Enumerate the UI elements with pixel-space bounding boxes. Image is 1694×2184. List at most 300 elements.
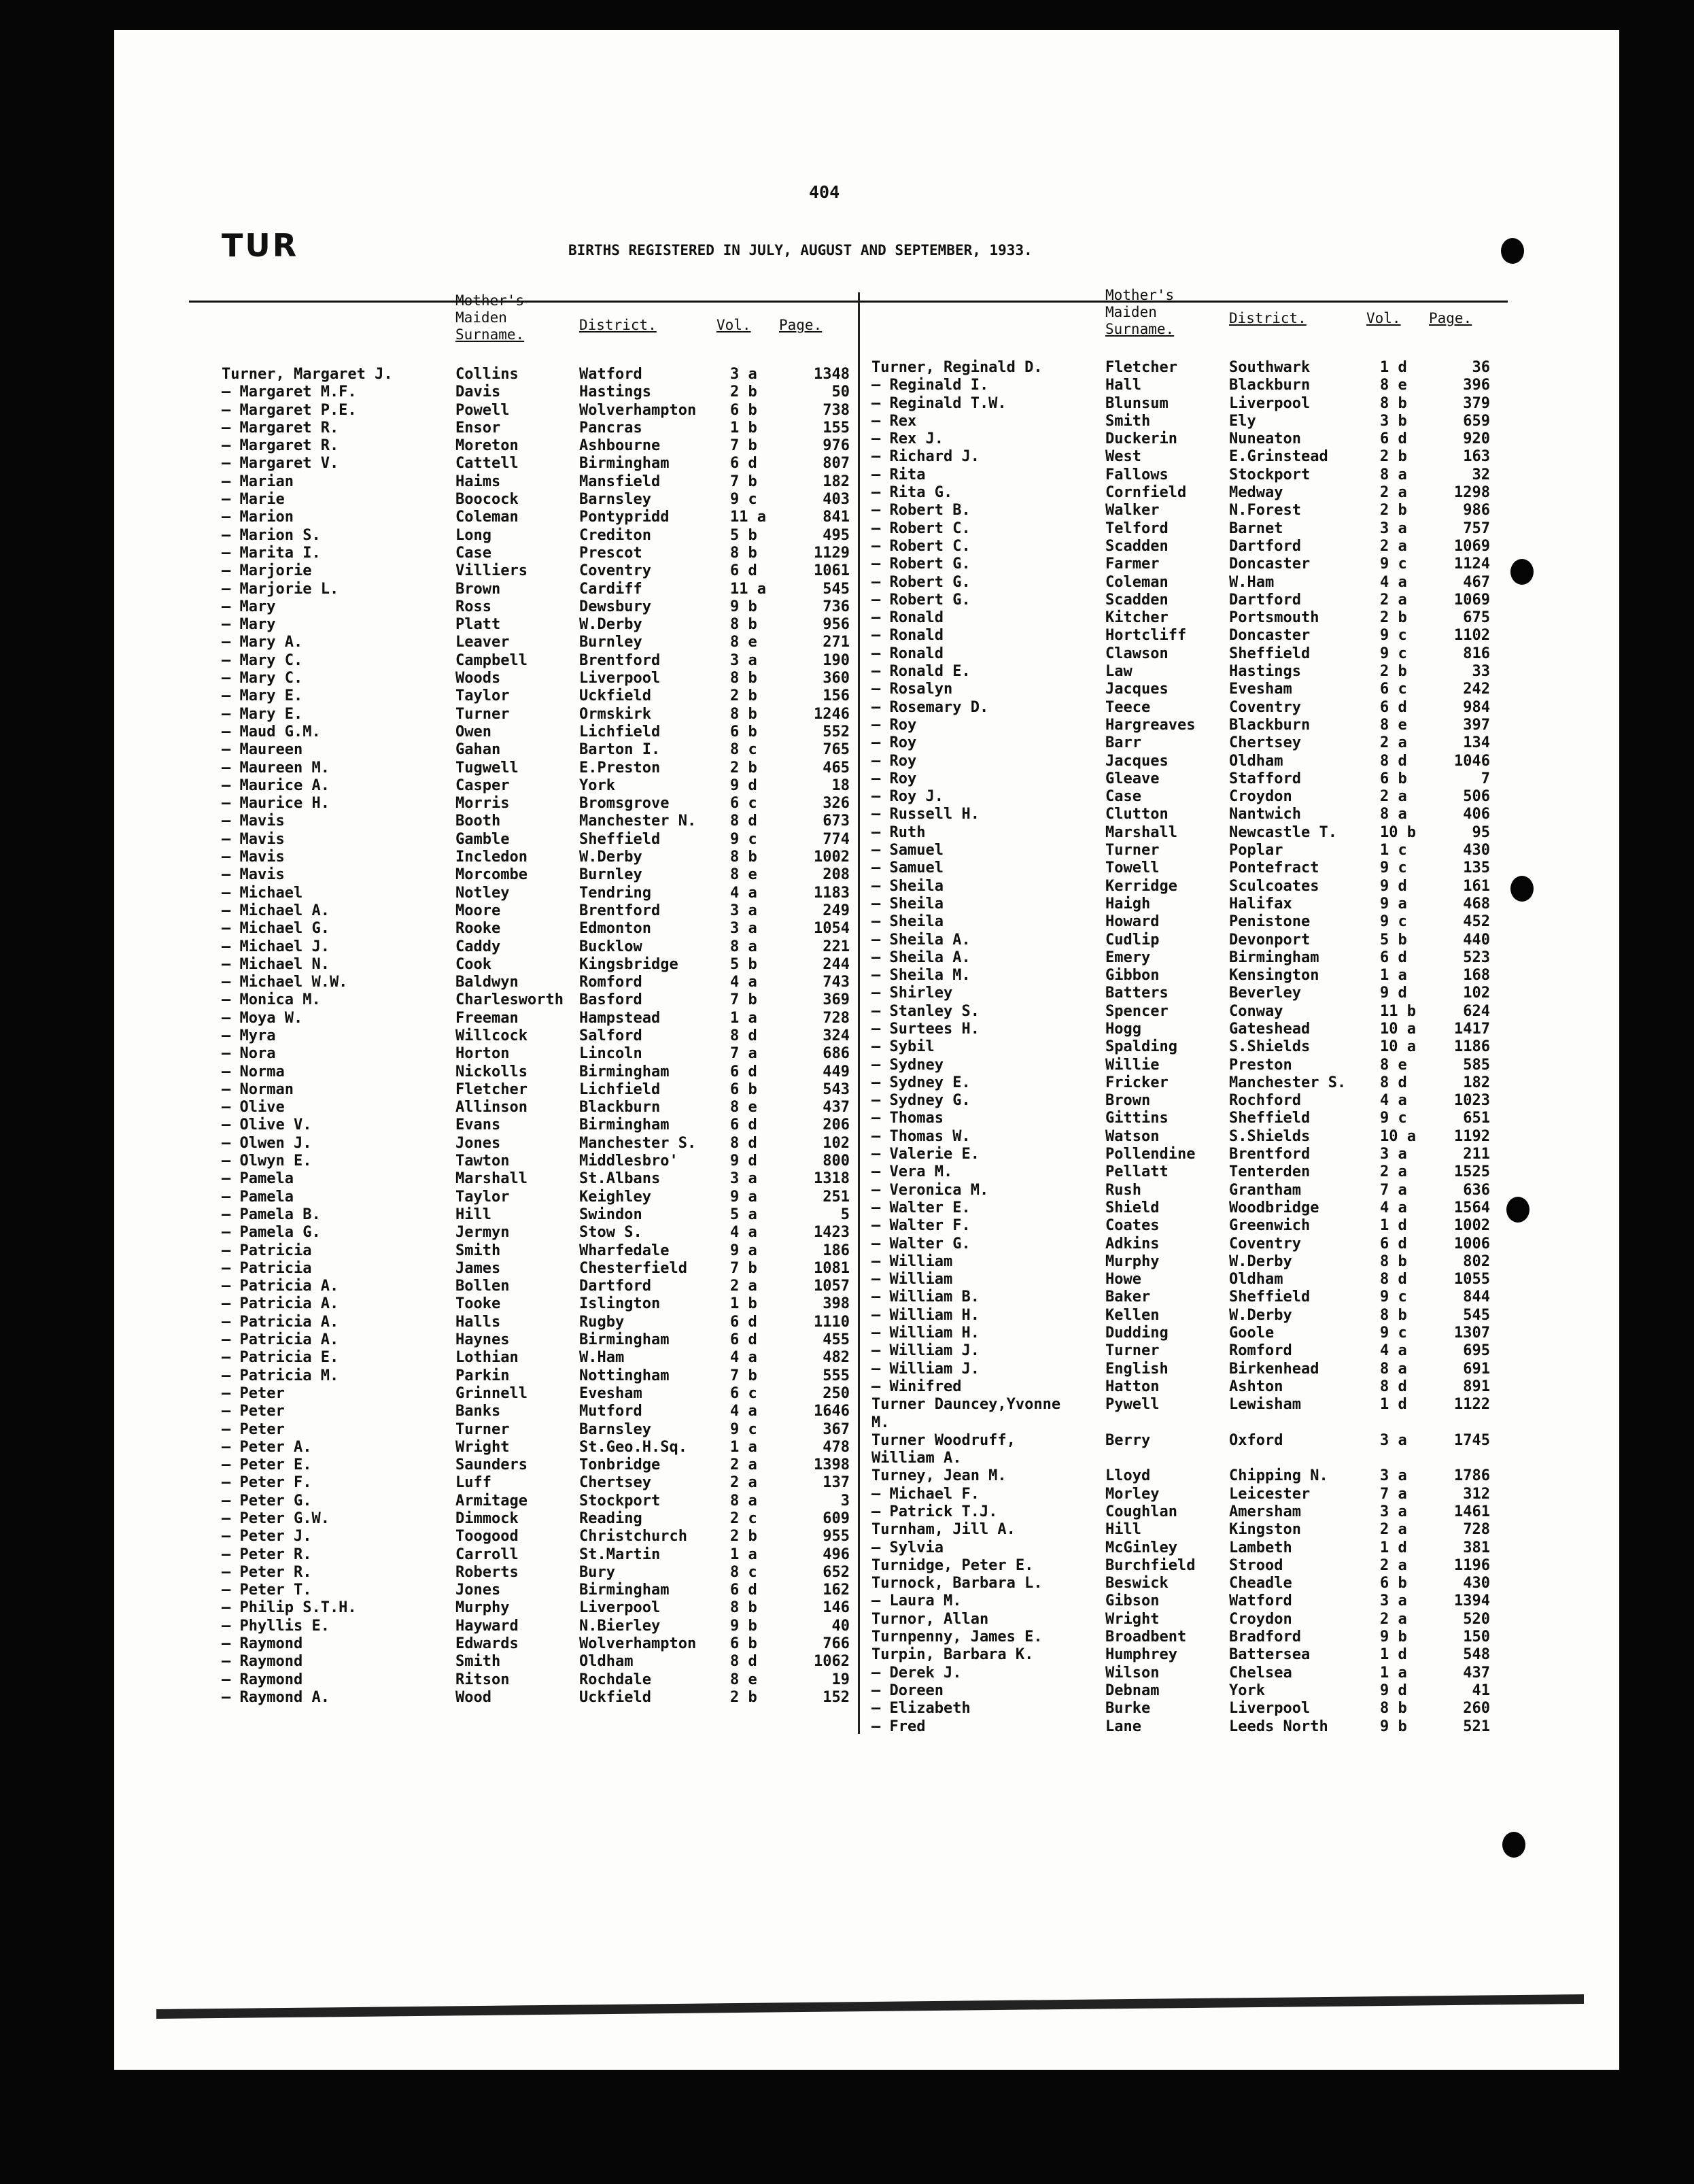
mother-maiden-surname: Horton xyxy=(455,1045,510,1063)
entry-name: — Russell H. xyxy=(871,806,980,823)
page-ref: 552 xyxy=(823,723,850,740)
entry-name: — Pamela xyxy=(222,1188,294,1206)
entry-name: — Mary E. xyxy=(222,687,303,705)
entry-name: — Maurice A. xyxy=(222,777,330,794)
page-ref: 844 xyxy=(1463,1289,1490,1306)
entry-name: — Norma xyxy=(222,1063,285,1080)
page-ref: 765 xyxy=(823,741,850,759)
district: Bucklow xyxy=(579,938,642,955)
volume: 2 a xyxy=(1380,591,1407,609)
register-row xyxy=(222,866,888,884)
district: Woodbridge xyxy=(1229,1199,1319,1216)
entry-name: — Peter A. xyxy=(222,1438,312,1456)
mother-maiden-surname: Gleave xyxy=(1105,770,1160,787)
mother-maiden-surname: Booth xyxy=(455,813,501,830)
entry-name: — Ruth xyxy=(871,823,926,841)
volume: 2 a xyxy=(1380,1163,1407,1181)
vol-header: Vol. xyxy=(1366,310,1401,326)
mother-maiden-surname: Burchfield xyxy=(1105,1556,1196,1574)
entry-name: — William J. xyxy=(871,1342,980,1360)
mother-maiden-surname: Edwards xyxy=(455,1635,519,1653)
volume: 3 a xyxy=(1380,1146,1407,1163)
volume: 2 a xyxy=(1380,734,1407,752)
mother-maiden-surname: Howe xyxy=(1105,1271,1141,1289)
mother-maiden-surname: Pollendine xyxy=(1105,1146,1196,1163)
district: Romford xyxy=(579,974,642,991)
entry-name: — Robert G. xyxy=(871,556,971,573)
entry-name: — Peter F. xyxy=(222,1474,312,1492)
register-row xyxy=(871,1235,1538,1253)
register-row xyxy=(871,609,1538,627)
register-row xyxy=(871,824,1538,842)
volume: 8 b xyxy=(730,1599,757,1617)
district: Hastings xyxy=(579,383,651,401)
district: Chertsey xyxy=(1229,734,1301,752)
header-line: Surname. xyxy=(455,326,525,343)
entry-name: — Mary C. xyxy=(222,651,303,669)
register-row xyxy=(871,1718,1538,1736)
page-ref: 182 xyxy=(1463,1074,1490,1091)
mother-maiden-surname: Kerridge xyxy=(1105,877,1177,895)
entry-name: — Maureen M. xyxy=(222,759,330,777)
district: Keighley xyxy=(579,1188,651,1206)
volume: 8 b xyxy=(1380,394,1407,412)
entry-name: — Pamela G. xyxy=(222,1224,321,1242)
volume: 6 b xyxy=(1380,770,1407,787)
entry-name: — Pamela xyxy=(222,1170,294,1188)
volume: 2 b xyxy=(730,1528,757,1546)
register-row xyxy=(871,842,1538,859)
entry-name: — Rita G. xyxy=(871,484,953,502)
entry-name: — Peter xyxy=(222,1403,285,1420)
entry-name: Turner Dauncey,Yvonne xyxy=(871,1396,1061,1414)
district: Rugby xyxy=(579,1313,625,1331)
volume: 8 e xyxy=(1380,716,1407,734)
volume: 8 a xyxy=(730,938,757,955)
mother-maiden-surname: Tugwell xyxy=(455,759,519,777)
mother-maiden-surname: Campbell xyxy=(455,651,528,669)
register-row xyxy=(222,634,888,651)
volume: 6 d xyxy=(730,1116,757,1134)
district: W.Ham xyxy=(1229,573,1275,591)
volume: 2 b xyxy=(730,383,757,401)
mother-maiden-surname: Wood xyxy=(455,1688,491,1706)
entry-name: — Mary xyxy=(222,598,276,615)
page-ref: 545 xyxy=(1463,1306,1490,1324)
district: Burnley xyxy=(579,634,642,651)
mother-maiden-surname: Adkins xyxy=(1105,1235,1160,1252)
page-ref: 430 xyxy=(1463,842,1490,859)
district: Christchurch xyxy=(579,1528,687,1546)
district: Liverpool xyxy=(1229,394,1311,412)
mother-maiden-surname: Haigh xyxy=(1105,895,1151,912)
district: Dartford xyxy=(1229,537,1301,555)
volume: 9 d xyxy=(1380,985,1407,1002)
volume: 10 b xyxy=(1380,823,1416,841)
register-row xyxy=(222,562,888,580)
register-row xyxy=(871,985,1538,1002)
page-ref: 652 xyxy=(823,1563,850,1581)
mother-maiden-surname: Kitcher xyxy=(1105,609,1169,627)
mother-maiden-surname: Turner xyxy=(1105,1342,1160,1360)
register-row xyxy=(222,1403,888,1420)
volume: 7 b xyxy=(730,473,757,490)
mother-maiden-surname: Telford xyxy=(1105,519,1169,537)
entry-name: — Maurice H. xyxy=(222,795,330,813)
volume: 1 b xyxy=(730,1295,757,1313)
page-ref: 7 xyxy=(1481,770,1490,787)
page-ref: 624 xyxy=(1463,1002,1490,1020)
district: N.Bierley xyxy=(579,1617,661,1635)
page-ref: 800 xyxy=(823,1153,850,1170)
volume: 7 a xyxy=(1380,1181,1407,1199)
register-row xyxy=(222,1242,888,1260)
volume: 1 d xyxy=(1380,359,1407,376)
volume: 6 d xyxy=(730,1063,757,1080)
entry-name: — Doreen xyxy=(871,1682,944,1699)
register-row xyxy=(222,598,888,616)
entry-name: — Norman xyxy=(222,1080,294,1098)
entry-name: — Rosalyn xyxy=(871,681,953,698)
page-ref: 496 xyxy=(823,1546,850,1563)
mother-maiden-surname: Hayward xyxy=(455,1617,519,1635)
page-ref: 206 xyxy=(823,1116,850,1134)
register-row xyxy=(222,437,888,455)
page-ref: 1246 xyxy=(814,705,850,723)
mother-maiden-surname: Teece xyxy=(1105,698,1151,716)
register-row xyxy=(871,1003,1538,1021)
page-ref: 1192 xyxy=(1454,1127,1490,1145)
district: Manchester N. xyxy=(579,813,697,830)
mother-maiden-surname: Fletcher xyxy=(1105,359,1177,376)
district: W.Derby xyxy=(579,849,642,866)
register-row xyxy=(871,1665,1538,1682)
page-ref: 324 xyxy=(823,1027,850,1044)
entry-name: Turnor, Allan xyxy=(871,1610,989,1628)
register-row xyxy=(222,1010,888,1027)
entry-name: — Richard J. xyxy=(871,448,980,466)
volume: 6 b xyxy=(730,723,757,740)
mother-maiden-surname: Halls xyxy=(455,1313,501,1331)
mother-maiden-surname: Gahan xyxy=(455,741,501,759)
mother-maiden-surname: Fletcher xyxy=(455,1080,528,1098)
mother-maiden-surname: Evans xyxy=(455,1116,501,1134)
page-ref: 271 xyxy=(823,634,850,651)
register-row xyxy=(871,592,1538,609)
mother-maiden-surname: Armitage xyxy=(455,1492,528,1509)
register-row xyxy=(871,699,1538,717)
entry-name: — Robert G. xyxy=(871,591,971,609)
page-ref: 738 xyxy=(823,401,850,419)
mother-maiden-surname: Coleman xyxy=(1105,573,1169,591)
mother-maiden-surname: Bollen xyxy=(455,1278,510,1295)
mother-maiden-surname: Wright xyxy=(1105,1610,1160,1628)
entry-name: — Marjorie xyxy=(222,562,312,580)
page-ref: 956 xyxy=(823,616,850,634)
entry-name: — Veronica M. xyxy=(871,1181,989,1199)
register-row xyxy=(222,1564,888,1582)
district: Wharfedale xyxy=(579,1242,670,1259)
entry-name: — Marjorie L. xyxy=(222,580,339,598)
page-ref: 161 xyxy=(1463,877,1490,895)
entry-name: — Roy xyxy=(871,734,917,752)
register-row xyxy=(222,1653,888,1671)
register-row xyxy=(871,1128,1538,1146)
entry-name: — Derek J. xyxy=(871,1664,962,1682)
entry-name: Turpin, Barbara K. xyxy=(871,1646,1034,1664)
left-entries xyxy=(222,366,888,1707)
district: Birkenhead xyxy=(1229,1360,1319,1378)
page-ref: 465 xyxy=(823,759,850,777)
mother-maiden-surname: Clawson xyxy=(1105,645,1169,662)
register-row xyxy=(222,1528,888,1546)
district: Dartford xyxy=(1229,591,1301,609)
page-ref: 984 xyxy=(1463,698,1490,716)
page-ref: 1423 xyxy=(814,1224,850,1242)
volume: 9 a xyxy=(1380,895,1407,912)
register-row xyxy=(871,1325,1538,1342)
district: Coventry xyxy=(1229,1235,1301,1252)
entry-name: — Peter G. xyxy=(222,1492,312,1509)
district: Beverley xyxy=(1229,985,1301,1002)
page-ref: 369 xyxy=(823,991,850,1009)
page-ref: 430 xyxy=(1463,1575,1490,1592)
page-ref: 545 xyxy=(823,580,850,598)
mother-maiden-surname: Hall xyxy=(1105,377,1141,394)
mother-maiden-surname: Saunders xyxy=(455,1456,528,1474)
volume: 1 a xyxy=(730,1546,757,1563)
page-ref: 190 xyxy=(823,651,850,669)
volume: 8 a xyxy=(1380,466,1407,483)
entry-name: — Rex J. xyxy=(871,430,944,448)
register-row xyxy=(222,741,888,759)
mother-maiden-surname: Hill xyxy=(455,1206,491,1223)
page-ref: 403 xyxy=(823,491,850,509)
entry-name: — Shirley xyxy=(871,985,953,1002)
register-row xyxy=(871,717,1538,734)
district: Rochford xyxy=(1229,1092,1301,1110)
district: Bury xyxy=(579,1563,615,1581)
district: Pontypridd xyxy=(579,509,670,526)
page-ref: 1062 xyxy=(814,1653,850,1671)
page-ref: 636 xyxy=(1463,1181,1490,1199)
register-row xyxy=(871,430,1538,448)
page-ref: 521 xyxy=(1463,1718,1490,1735)
mother-maiden-surname: Walker xyxy=(1105,502,1160,519)
entry-name: Turnpenny, James E. xyxy=(871,1628,1043,1646)
entry-name: — Maureen xyxy=(222,741,303,759)
entry-name: — Myra xyxy=(222,1027,276,1044)
entry-name: — Michael W.W. xyxy=(222,974,348,991)
district: Mansfield xyxy=(579,473,661,490)
entry-name: — Raymond xyxy=(222,1635,303,1653)
page-ref: 543 xyxy=(823,1080,850,1098)
district: Poplar xyxy=(1229,842,1283,859)
page-ref: 1006 xyxy=(1454,1235,1490,1252)
mother-maiden-surname: Spencer xyxy=(1105,1002,1169,1020)
page-ref: 19 xyxy=(831,1671,850,1688)
mother-maiden-surname: Tooke xyxy=(455,1295,501,1313)
mother-maiden-surname: Broadbent xyxy=(1105,1628,1187,1646)
register-row xyxy=(871,574,1538,592)
mother-maiden-surname: Toogood xyxy=(455,1528,519,1546)
volume: 8 c xyxy=(730,1563,757,1581)
register-row xyxy=(222,366,888,383)
entry-name: Turney, Jean M. xyxy=(871,1467,1007,1485)
mother-maiden-surname: Cattell xyxy=(455,455,519,473)
page-ref: 675 xyxy=(1463,609,1490,627)
entry-name: — Rosemary D. xyxy=(871,698,989,716)
district-header: District. xyxy=(1229,310,1307,326)
page-ref: 807 xyxy=(823,455,850,473)
volume: 9 c xyxy=(1380,1289,1407,1306)
volume: 9 b xyxy=(730,598,757,615)
register-row xyxy=(871,1682,1538,1700)
mother-maiden-surname: Collins xyxy=(455,366,519,383)
entry-name: — Margaret R. xyxy=(222,437,339,455)
page-ref: 455 xyxy=(823,1331,850,1349)
district: Evesham xyxy=(1229,681,1292,698)
mother-maiden-surname: Emery xyxy=(1105,949,1151,966)
entry-name: — Patricia xyxy=(222,1259,312,1277)
volume: 8 a xyxy=(730,1492,757,1509)
entry-name: — Ronald E. xyxy=(871,663,971,681)
entry-name: — Stanley S. xyxy=(871,1002,980,1020)
register-row xyxy=(222,920,888,938)
entry-name: — Sheila xyxy=(871,913,944,931)
mother-maiden-surname: English xyxy=(1105,1360,1169,1378)
page-ref: 440 xyxy=(1463,931,1490,949)
entry-name: — Walter E. xyxy=(871,1199,971,1216)
page-ref: 135 xyxy=(1463,859,1490,877)
mother-maiden-surname: Coughlan xyxy=(1105,1503,1177,1520)
mother-maiden-surname: Baldwyn xyxy=(455,974,519,991)
page-ref: 1061 xyxy=(814,562,850,580)
register-row xyxy=(871,1646,1538,1664)
register-row xyxy=(871,1163,1538,1181)
page-ref: 102 xyxy=(1463,985,1490,1002)
mother-maiden-surname: Case xyxy=(1105,788,1141,806)
page-ref: 548 xyxy=(1463,1646,1490,1664)
entry-name: — Michael F. xyxy=(871,1485,980,1503)
page-ref: 134 xyxy=(1463,734,1490,752)
page-ref: 1398 xyxy=(814,1456,850,1474)
page-ref: 1055 xyxy=(1454,1271,1490,1289)
volume: 8 a xyxy=(1380,806,1407,823)
mother-maiden-surname: Gamble xyxy=(455,830,510,848)
district: E.Grinstead xyxy=(1229,448,1328,466)
page-ref: 221 xyxy=(823,938,850,955)
register-row xyxy=(222,1474,888,1492)
mother-maiden-surname: Willie xyxy=(1105,1056,1160,1074)
register-row xyxy=(871,895,1538,913)
volume: 1 d xyxy=(1380,1396,1407,1414)
register-row xyxy=(222,1063,888,1081)
entry-name: — Olwen J. xyxy=(222,1134,312,1152)
entry-name: — Mary E. xyxy=(222,705,303,723)
volume: 1 b xyxy=(730,419,757,437)
page-ref: 555 xyxy=(823,1367,850,1384)
page-ref: 1081 xyxy=(814,1259,850,1277)
page-ref: 1348 xyxy=(814,366,850,383)
mother-maiden-surname: Scadden xyxy=(1105,537,1169,555)
mother-maiden-surname: Woods xyxy=(455,670,501,687)
volume: 4 a xyxy=(730,1224,757,1242)
register-row xyxy=(871,681,1538,698)
entry-name: — Robert G. xyxy=(871,573,971,591)
volume: 9 c xyxy=(730,491,757,509)
entry-name: — Robert C. xyxy=(871,519,971,537)
district: Coventry xyxy=(1229,698,1301,716)
header-line: Surname. xyxy=(1105,321,1175,337)
mother-maiden-surname: Ritson xyxy=(455,1671,510,1688)
page-ref: 891 xyxy=(1463,1378,1490,1395)
district: Pontefract xyxy=(1229,859,1319,877)
entry-name: — Roy J. xyxy=(871,788,944,806)
register-row xyxy=(222,1189,888,1206)
mother-maiden-surname: Wilson xyxy=(1105,1664,1160,1682)
entry-name: — Michael J. xyxy=(222,938,330,955)
entry-name: Turner Woodruff, xyxy=(871,1431,1016,1449)
register-row xyxy=(222,1045,888,1063)
entry-name: — Margaret R. xyxy=(222,419,339,437)
mother-maiden-surname: Ensor xyxy=(455,419,501,437)
volume: 2 a xyxy=(1380,484,1407,502)
register-row xyxy=(871,1271,1538,1289)
register-row xyxy=(222,974,888,991)
page-ref: 1298 xyxy=(1454,484,1490,502)
mother-maiden-surname: Spalding xyxy=(1105,1038,1177,1056)
register-row xyxy=(222,1367,888,1385)
page-ref: 244 xyxy=(823,955,850,973)
volume: 8 b xyxy=(730,544,757,562)
district: Romford xyxy=(1229,1342,1292,1360)
register-row xyxy=(222,885,888,902)
register-row xyxy=(222,1421,888,1439)
entry-name: — Peter xyxy=(222,1384,285,1402)
volume: 8 d xyxy=(1380,1271,1407,1289)
volume: 6 d xyxy=(730,455,757,473)
page-ref: 1183 xyxy=(814,884,850,902)
page-ref: 211 xyxy=(1463,1146,1490,1163)
mother-maiden-surname: Lane xyxy=(1105,1718,1141,1735)
entry-name: — Patricia A. xyxy=(222,1295,339,1313)
register-row xyxy=(222,1206,888,1224)
mother-maiden-surname: Rooke xyxy=(455,920,501,938)
district: Uckfield xyxy=(579,1688,651,1706)
page-ref: 1122 xyxy=(1454,1396,1490,1414)
register-row xyxy=(871,1074,1538,1092)
page-ref: 40 xyxy=(831,1617,850,1635)
volume: 7 b xyxy=(730,437,757,455)
register-row xyxy=(871,1092,1538,1110)
district: N.Forest xyxy=(1229,502,1301,519)
volume: 2 b xyxy=(1380,448,1407,466)
district: Cardiff xyxy=(579,580,642,598)
register-row xyxy=(222,723,888,741)
volume: 4 a xyxy=(1380,573,1407,591)
page-ref: 757 xyxy=(1463,519,1490,537)
mother-maiden-surname: Moore xyxy=(455,902,501,919)
mother-maiden-surname: Ross xyxy=(455,598,491,615)
register-row xyxy=(871,1486,1538,1503)
volume: 6 c xyxy=(730,795,757,813)
district: Sheffield xyxy=(1229,645,1311,662)
district: W.Derby xyxy=(1229,1306,1292,1324)
page-ref: 1786 xyxy=(1454,1467,1490,1485)
entry-name: — Ronald xyxy=(871,645,944,662)
page-ref: 1069 xyxy=(1454,537,1490,555)
